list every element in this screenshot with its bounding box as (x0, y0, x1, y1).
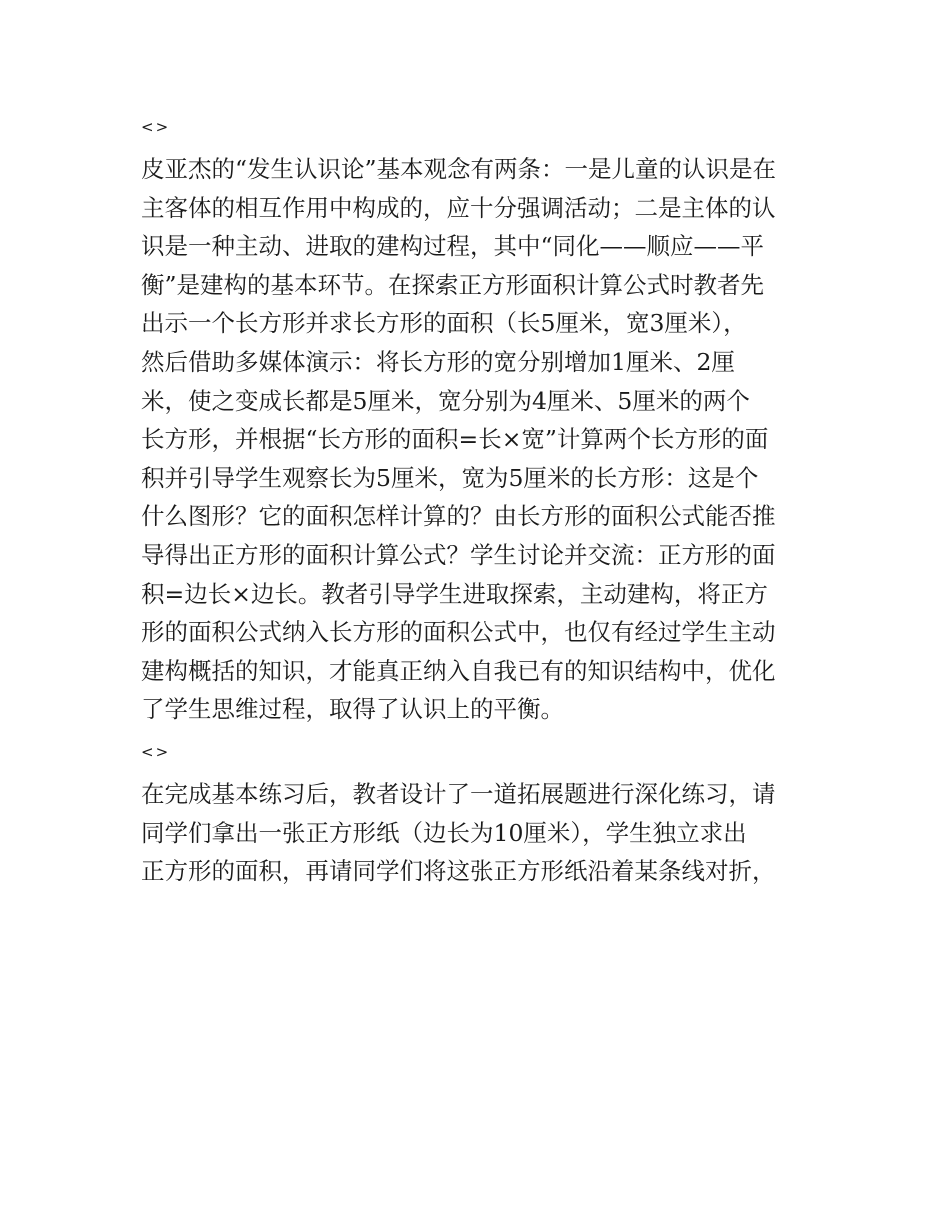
paragraph-extension-exercise (141, 775, 813, 891)
text-line: 米，使之变成长都是5厘米，宽分别为4厘米、5厘米的两个 (141, 386, 750, 415)
text-line: 积=边长×边长。教者引导学生进取探索，主动建构，将正方 (141, 579, 768, 608)
text-line: 积并引导学生观察长为5厘米，宽为5厘米的长方形：这是个 (141, 463, 759, 492)
text-line: 同学们拿出一张正方形纸（边长为10厘米），学生独立求出 (141, 818, 747, 847)
section-marker: <> (141, 118, 171, 136)
text-line: 皮亚杰的“发生认识论”基本观念有两条：一是儿童的认识是在 (141, 155, 777, 183)
text-line: 长方形，并根据“长方形的面积=长×宽”计算两个长方形的面 (141, 425, 769, 454)
text-line: 正方形的面积，再请同学们将这张正方形纸沿着某条线对折， (141, 857, 776, 886)
text-line: 主客体的相互作用中构成的，应十分强调活动；二是主体的认 (141, 193, 776, 222)
text-line: 导得出正方形的面积计算公式？学生讨论并交流：正方形的面 (141, 540, 776, 569)
text-line: 在完成基本练习后，教者设计了一道拓展题进行深化练习，请 (141, 779, 776, 808)
text-line: 了学生思维过程，取得了认识上的平衡。 (141, 695, 564, 724)
paragraph-piaget (141, 150, 813, 729)
text-line: 什么图形？它的面积怎样计算的？由长方形的面积公式能否推 (141, 502, 776, 531)
document-page (141, 104, 813, 891)
text-line: 出示一个长方形并求长方形的面积（长5厘米，宽3厘米）， (141, 309, 747, 338)
text-line: 识是一种主动、进取的建构过程，其中“同化——顺应——平 (141, 232, 765, 261)
text-line: 衡”是建构的基本环节。在探索正方形面积计算公式时教者先 (141, 270, 765, 299)
text-line: 形的面积公式纳入长方形的面积公式中，也仅有经过学生主动 (141, 618, 776, 647)
text-line: 然后借助多媒体演示：将长方形的宽分别增加1厘米、2厘 (141, 347, 735, 376)
text-line: 建构概括的知识，才能真正纳入自我已有的知识结构中，优化 (141, 656, 776, 685)
section-marker: <> (141, 742, 171, 761)
